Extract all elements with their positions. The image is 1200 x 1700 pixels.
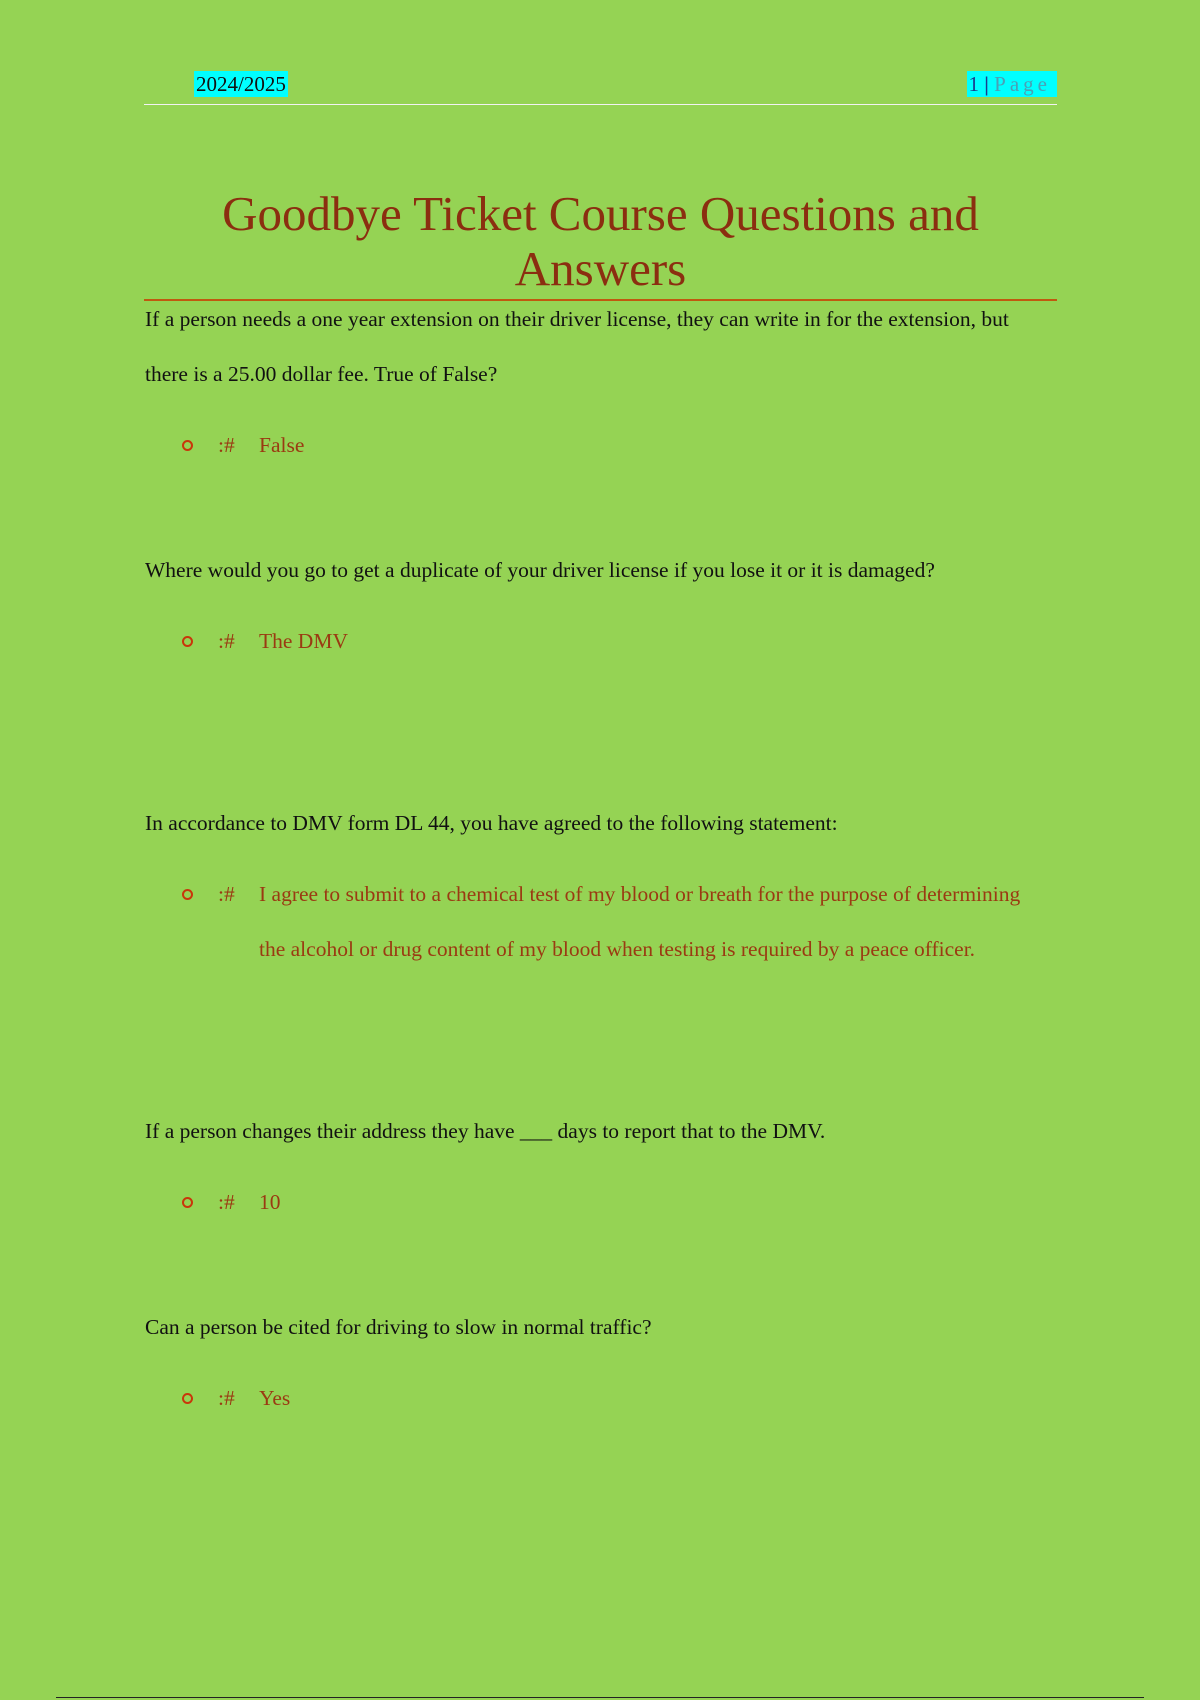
qa-item	[145, 796, 1050, 977]
page-number: 1	[968, 72, 980, 96]
question-text: Can a person be cited for driving to slow in normal traffic?	[145, 1315, 652, 1339]
answer-marker: :#	[218, 882, 235, 906]
qa-item	[145, 1300, 1050, 1426]
question-text: Where would you go to get a duplicate of your driver license if you lose it or it is damaged?	[145, 558, 935, 582]
bullet-circle-icon	[182, 1371, 218, 1426]
answer-item	[145, 1175, 1050, 1230]
document-title: Goodbye Ticket Course Questions and Answers	[144, 186, 1057, 301]
answer-marker: :#	[218, 629, 235, 653]
answer-item	[145, 418, 1050, 473]
answer-text: I agree to submit to a chemical test of my blood or breath for the purpose of determining the alcohol or drug content of my blood when testing is required by a peace officer.	[259, 882, 1021, 961]
answer-text: 10	[259, 1190, 281, 1214]
bullet-circle-icon	[182, 418, 218, 473]
header-year: 2024/2025	[196, 72, 286, 96]
question-text: In accordance to DMV form DL 44, you have agreed to the following statement:	[145, 811, 838, 835]
answer-item	[145, 614, 1050, 669]
answer-text: Yes	[259, 1386, 291, 1410]
bullet-circle-icon	[182, 867, 218, 922]
qa-item	[145, 1104, 1050, 1230]
bullet-circle-icon	[182, 1175, 218, 1230]
page-separator: |	[984, 72, 989, 96]
qa-item	[145, 292, 1050, 473]
page-word: Page	[994, 72, 1051, 96]
answer-item	[145, 867, 1050, 977]
question-text: If a person needs a one year extension on their driver license, they can write in for the extension, but there is a 25.00 dollar fee. True of False?	[145, 307, 1009, 386]
page-header	[144, 68, 1057, 105]
qa-item	[145, 543, 1050, 669]
answer-marker: :#	[218, 1386, 235, 1410]
page-number-label	[967, 71, 1057, 97]
answer-marker: :#	[218, 433, 235, 457]
answer-item	[145, 1371, 1050, 1426]
question-text: If a person changes their address they have ___ days to report that to the DMV.	[145, 1119, 826, 1143]
answer-text: The DMV	[259, 629, 348, 653]
answer-marker: :#	[218, 1190, 235, 1214]
footer-divider	[56, 1697, 1144, 1698]
answer-text: False	[259, 433, 305, 457]
bullet-circle-icon	[182, 614, 218, 669]
